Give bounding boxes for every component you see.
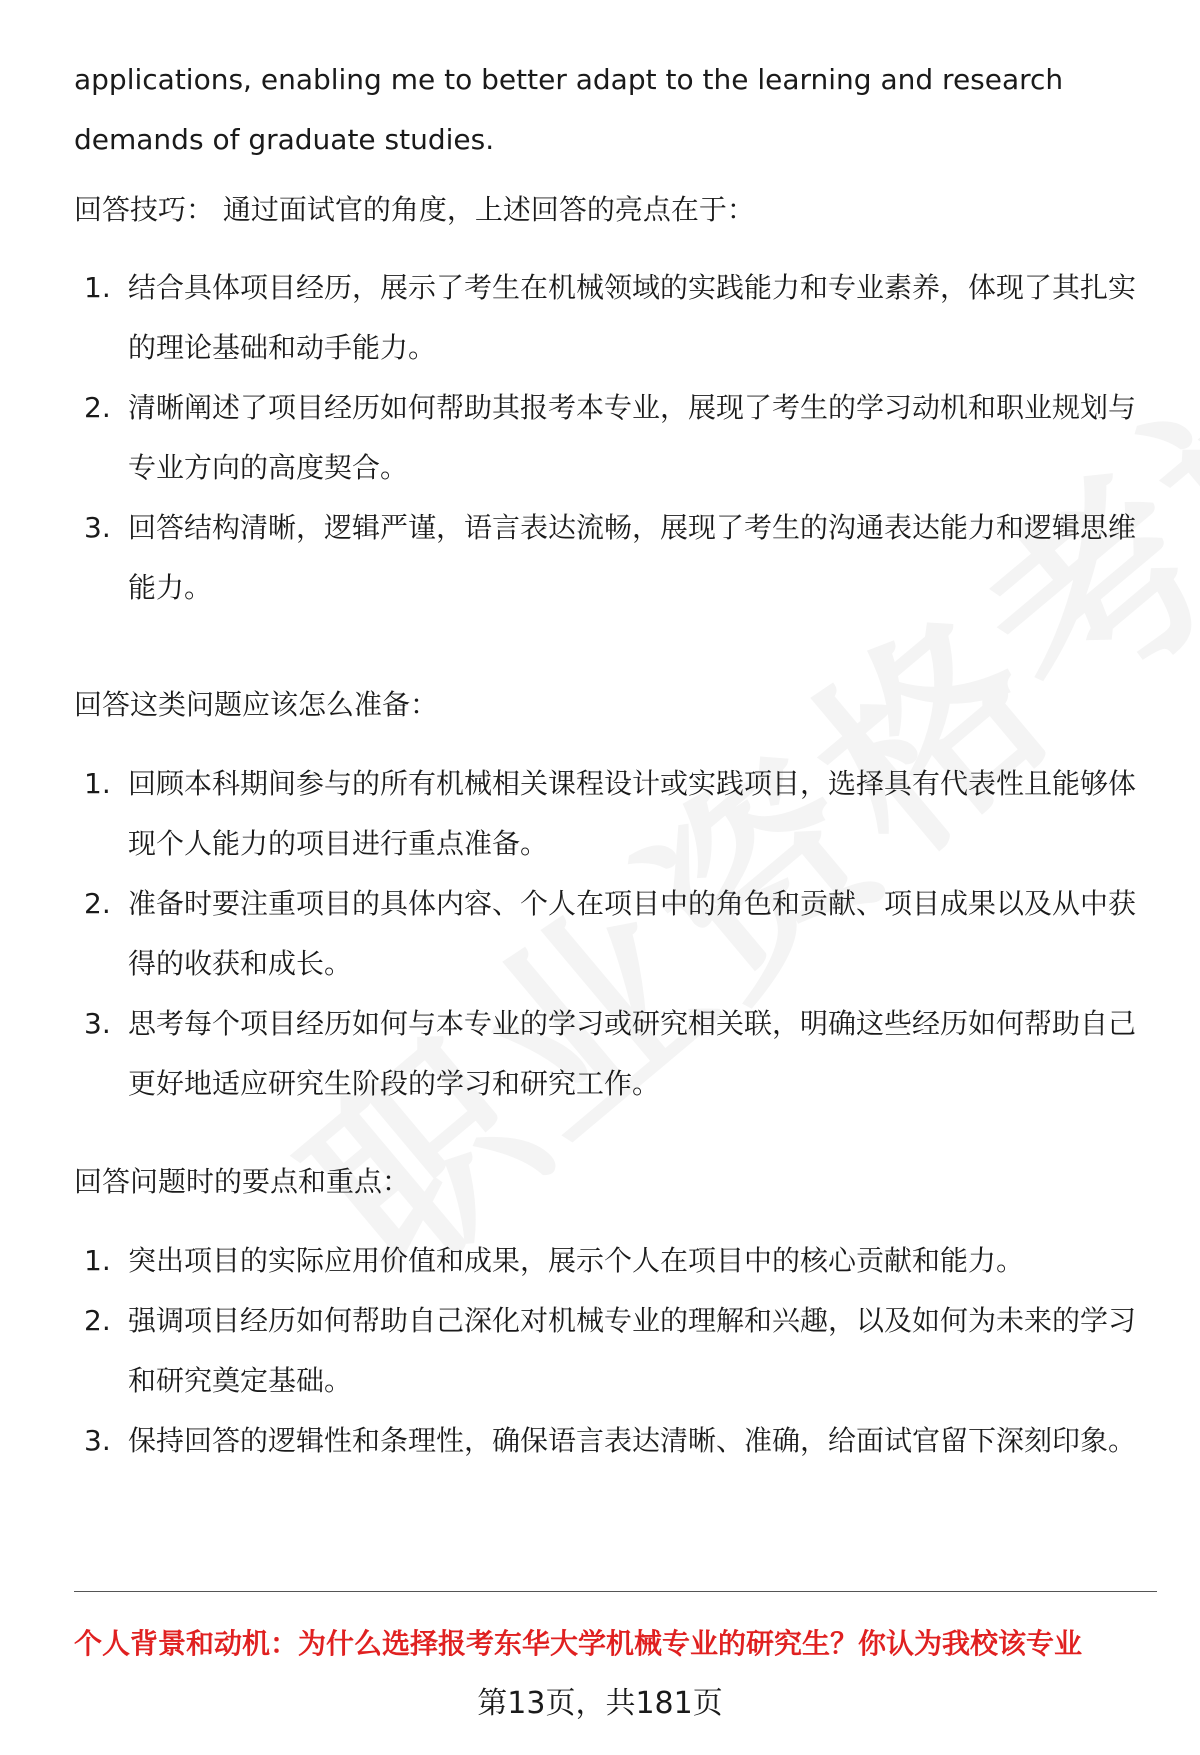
- intro-line-1: applications, enabling me to better adapt to the learning and research: [74, 63, 1064, 96]
- next-question-title: 个人背景和动机：为什么选择报考东华大学机械专业的研究生？你认为我校该专业: [74, 1627, 1083, 1660]
- list-number: 3.: [84, 1007, 111, 1040]
- tips-heading: 回答技巧： 通过面试官的角度，上述回答的亮点在于：: [74, 193, 755, 226]
- list-item-text: 清晰阐述了项目经历如何帮助其报考本专业，展现了考生的学习动机和职业规划与专业方向的高度契合。: [128, 391, 1137, 484]
- list-item: [74, 258, 1144, 378]
- list-item: [74, 1411, 1144, 1471]
- intro-paragraph: [74, 50, 1140, 170]
- page-footer: 第13页，共181页: [477, 1686, 723, 1721]
- list-item: [74, 378, 1144, 498]
- list-item: [74, 1231, 1144, 1291]
- prepare-heading: 回答这类问题应该怎么准备：: [74, 688, 439, 721]
- list-number: 1.: [84, 271, 111, 304]
- list-item-text: 准备时要注重项目的具体内容、个人在项目中的角色和贡献、项目成果以及从中获得的收获和成长。: [128, 887, 1137, 980]
- list-number: 3.: [84, 511, 111, 544]
- tips-list: [74, 258, 1144, 618]
- list-number: 2.: [84, 1304, 111, 1337]
- keypoints-heading: 回答问题时的要点和重点：: [74, 1165, 411, 1198]
- list-item: [74, 994, 1144, 1114]
- list-item-text: 强调项目经历如何帮助自己深化对机械专业的理解和兴趣，以及如何为未来的学习和研究奠定基础。: [128, 1304, 1137, 1397]
- list-item-text: 突出项目的实际应用价值和成果，展示个人在项目中的核心贡献和能力。: [128, 1244, 1025, 1277]
- list-number: 1.: [84, 1244, 111, 1277]
- list-item: [74, 874, 1144, 994]
- section-divider: [74, 1591, 1157, 1592]
- list-item-text: 结合具体项目经历，展示了考生在机械领域的实践能力和专业素养，体现了其扎实的理论基础和动手能力。: [128, 271, 1137, 364]
- list-item-text: 保持回答的逻辑性和条理性，确保语言表达清晰、准确，给面试官留下深刻印象。: [128, 1424, 1137, 1457]
- list-number: 2.: [84, 887, 111, 920]
- list-number: 3.: [84, 1424, 111, 1457]
- prepare-list: [74, 754, 1144, 1114]
- list-item: [74, 1291, 1144, 1411]
- keypoints-list: [74, 1231, 1144, 1471]
- list-item-text: 思考每个项目经历如何与本专业的学习或研究相关联，明确这些经历如何帮助自己更好地适应研究生阶段的学习和研究工作。: [128, 1007, 1137, 1100]
- list-number: 1.: [84, 767, 111, 800]
- list-item: [74, 754, 1144, 874]
- intro-line-2: demands of graduate studies.: [74, 123, 495, 156]
- list-item-text: 回顾本科期间参与的所有机械相关课程设计或实践项目，选择具有代表性且能够体现个人能力的项目进行重点准备。: [128, 767, 1137, 860]
- list-item-text: 回答结构清晰，逻辑严谨，语言表达流畅，展现了考生的沟通表达能力和逻辑思维能力。: [128, 511, 1137, 604]
- list-number: 2.: [84, 391, 111, 424]
- list-item: [74, 498, 1144, 618]
